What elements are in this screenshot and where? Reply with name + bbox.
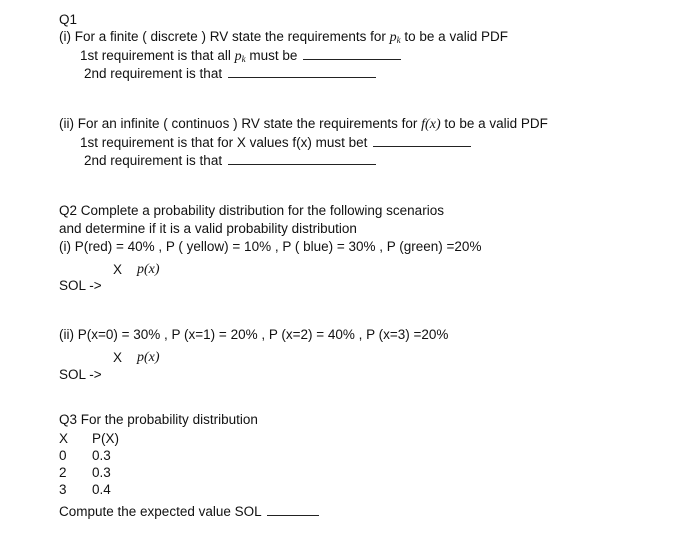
q2-i-header-px: p(x) [137,262,160,277]
table-row [59,447,119,464]
q1-title: Q1 [59,12,78,27]
q1-i-requirement-2: 2nd requirement is that [84,65,376,82]
q3-row-x: 2 [59,465,67,480]
q2-i-probabilities: (i) P(red) = 40% , P ( yellow) = 10% , P ( blue) = 30% , P (green) =20% [59,239,482,254]
q1-i-post: to be a valid PDF [404,29,508,44]
q3-compute: Compute the expected value SOL [59,503,319,520]
q2-line-1: Q2 Complete a probability distribution for the following scenarios [59,203,444,218]
q3-title: Q3 For the probability distribution [59,412,258,427]
q1-i-requirement-1: 1st requirement is that all $p_k$ must be [80,47,401,67]
q2-i-header-x: X [113,262,123,277]
q2-ii-sol: SOL -> [59,367,102,382]
q2-ii-probabilities: (ii) P(x=0) = 30% , P (x=1) = 20% , P (x=2) = 40% , P (x=3) =20% [59,327,449,342]
table-row [59,464,119,481]
q2-ii-header-x: X [113,350,123,365]
q2-i-sol: SOL -> [59,278,102,293]
q1-i-req1-blank[interactable] [303,47,401,60]
q1-i-pre: (i) For a finite ( discrete ) RV state the requirements for [59,29,386,44]
q3-row-x: 0 [59,448,67,463]
q2-ii-header-px: p(x) [137,350,160,365]
q3-header-x: X [59,431,69,446]
q3-sol-blank[interactable] [267,503,319,516]
q3-row-x: 3 [59,482,67,497]
q1-ii-requirement-1: 1st requirement is that for X values f(x) must bet [80,134,471,151]
q3-row-p: 0.4 [92,482,111,497]
q3-row-p: 0.3 [92,448,111,463]
q1-part-ii-prompt: (ii) For an infinite ( continuos ) RV state the requirements for f(x) to be a valid PDF [59,116,548,132]
q1-part-i-prompt [59,29,508,48]
q1-i-var: $p_k$ [389,30,401,45]
q3-row-p: 0.3 [92,465,111,480]
table-row [59,481,119,498]
q2-line-2: and determine if it is a valid probability distribution [59,221,357,236]
q1-ii-req1-blank[interactable] [373,134,471,147]
q3-header-p: P(X) [92,431,119,446]
q1-ii-req2-blank[interactable] [228,152,376,165]
table-header-row [59,430,119,447]
q1-i-req2-blank[interactable] [228,65,376,78]
q3-distribution-table [59,430,119,498]
q1-ii-requirement-2: 2nd requirement is that [84,152,376,169]
